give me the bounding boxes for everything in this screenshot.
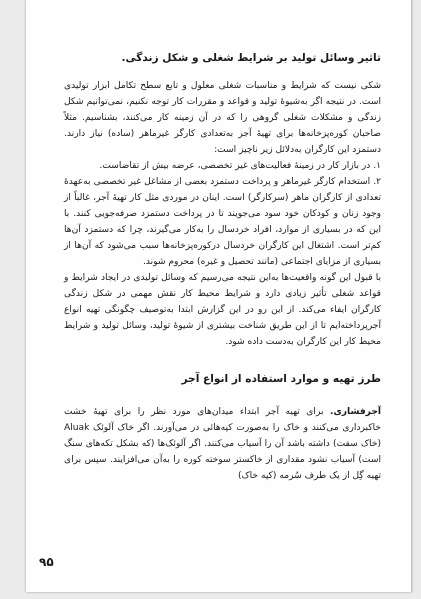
- book-page: [26, 0, 411, 592]
- subsection-lead: آجرفشاری.: [330, 407, 381, 417]
- subsection-title: طرز تهیه و موارد استفاده از انواع آجر: [181, 373, 381, 385]
- list-item-two: ۲. استخدام کارگر غیرماهر و پرداخت دستمزد بعضی از مشاغل غیر تخصصی به‌عهدهٔ تعدادی از کارگران ماهر (سرکارگر) است. اینان در موردی مثل کار تهیهٔ آجر، غالباً از وجود زنان و کودکان خود سود می‌جویند تا در پرداخت دستمزد صرفه‌جویی کنند. با این که در بسیاری از موارد، افراد خردسال را به‌کار می‌گیرند، چرا که دستمزد آن‌ها کم‌تر است. اشتغال این کارگران خردسال درکوره‌پزخانه‌ها سبب می‌شود که آن‌ها از بسیاری از مزایای اجتماعی (مانند تحصیل و غیره) محروم شوند.: [64, 177, 381, 267]
- subsection-body: برای تهیه آجر ابتداء میدان‌های مورد نظر را برای تهیهٔ خشت خاکبرداری می‌کنند و خاک را به‌صورت کپه‌هائی در می‌آورند. اگر خاک آلوئک Aluak (خاک سفت) داشته باشد آن را آسیاب می‌کنند. اگر آلوئک‌ها (که بشکل تکه‌های سنگ است) آسیاب نشود مقداری از خاکستر سوخته کوره را به‌آن می‌افزایند. سپس برای تهیه گِل از یک طرف سُرمه (کپه خاک): [64, 407, 381, 481]
- page-number: ۹۵: [39, 555, 54, 569]
- list-item-one: ۱. در بازار کار در زمینهٔ فعالیت‌های غیر تخصصی، عرضه بیش از تقاضاست.: [99, 161, 381, 171]
- section-title: تاثیر وسائل تولید بر شرایط شغلی و شکل زندگی.: [121, 52, 381, 64]
- page-content: [64, 51, 381, 484]
- conclusion-paragraph: با قبول این گونه واقعیت‌ها به‌این نتیجه می‌رسیم که وسائل تولیدی در ایجاد شرایط و قواعد شغلی تأثیر زیادی دارد و شرایط محیط کار نقش مهمی در شکل زندگی کارگران ایفاء می‌کند. از این رو در این گزارش ابتدا به‌توصیف چگونگی تهیه انواع آجرپرداخته‌ایم تا از این طریق شناخت بیشتری از شیوهٔ تولید، وسائل تولید و شرایط محیط کار این کارگران به‌دست داده شود.: [64, 273, 381, 347]
- intro-paragraph: شکی نیست که شرایط و مناسبات شغلی معلول و تابع سطح تکامل ابزار تولیدی است. در نتیجه اگر به‌شیوهٔ تولید و قواعد و مقررات کار توجه نکنیم، نمی‌توانیم شکل زندگی و مشکلات شغلی گروهی را که در آن زمینه کار می‌کنند، بشناسیم. مثلاً صاحبان کوره‌پزخانه‌ها برای تهیهٔ آجر به‌تعدادی کارگر غیرماهر (ساده) نیاز دارند. دستمزد این کارگران به‌دلائل زیر ناچیز است:: [64, 81, 381, 155]
- subsection-paragraph: [64, 404, 381, 484]
